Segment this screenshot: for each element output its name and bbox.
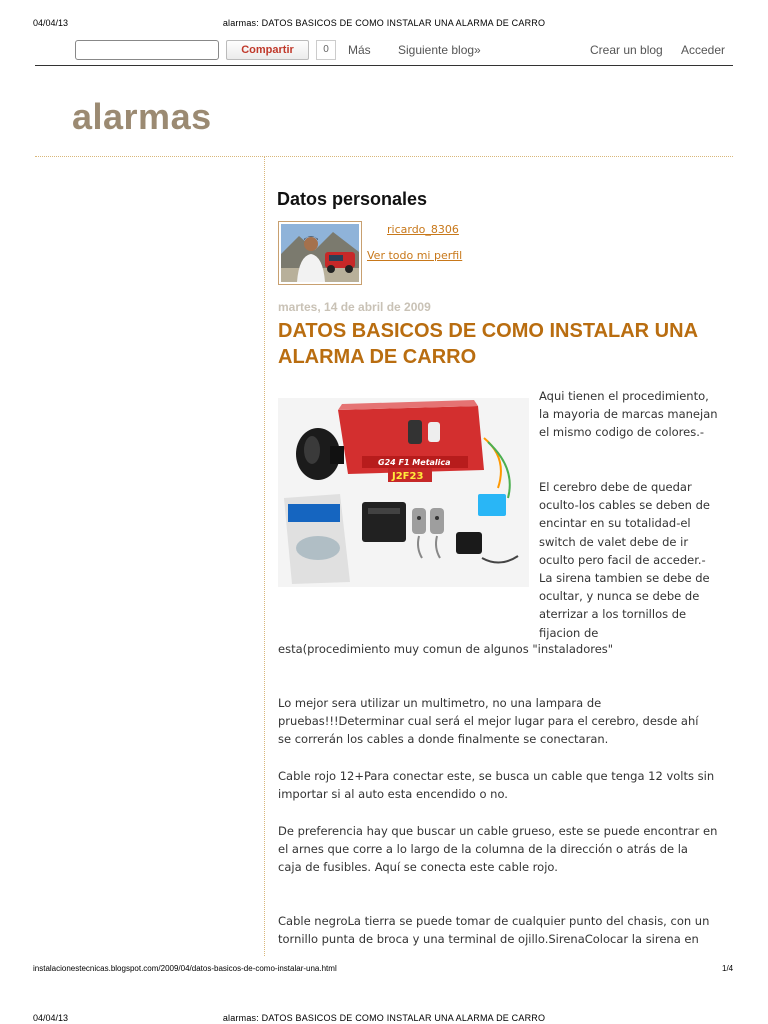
print-page-number: 1/4	[722, 964, 734, 973]
post-line	[539, 460, 724, 478]
profile-section-title: Datos personales	[277, 189, 428, 209]
print-date: 04/04/13	[33, 18, 69, 28]
profile-username-link[interactable]: ricardo_8306	[387, 223, 459, 236]
post-line: caja de fusibles. Aquí se conecta este cable rojo.	[278, 860, 558, 875]
box-badge-text: J2F23	[392, 471, 424, 482]
post-line: oculto-los cables se deben de	[539, 498, 711, 513]
post-line: encintar en su totalidad-el	[539, 516, 691, 531]
create-blog-link[interactable]: Crear un blog	[590, 43, 663, 57]
print-page-title: alarmas: DATOS BASICOS DE COMO INSTALAR UNA ALARMA DE CARRO	[222, 18, 546, 28]
post-line: De preferencia hay que buscar un cable grueso, este se puede encontrar en	[278, 824, 718, 838]
next-page-print-date: 04/04/13	[33, 1013, 69, 1023]
post-paragraph-multimeter	[278, 694, 728, 749]
sign-in-link[interactable]: Acceder	[681, 43, 726, 57]
print-url: instalacionestecnicas.blogspot.com/2009/04/datos-basicos-de-como-instalar-una.html	[33, 964, 337, 973]
post-line: el arnes que corre a lo largo de la columna de la dirección o atrás de la	[278, 842, 688, 857]
box-brand-text: G24 F1 Metalica	[378, 458, 451, 467]
post-image[interactable]	[278, 398, 529, 587]
post-line: tornillo punta de broca y una terminal de ojillo.SirenaColocar la sirena en	[278, 932, 699, 947]
post-line: se correrán los cables a donde finalmente se conectaran.	[278, 732, 609, 747]
post-line: el mismo codigo de colores.-	[539, 425, 705, 440]
post-line: switch de valet debe de ir	[539, 534, 689, 549]
post-paragraph-red-cable	[278, 767, 728, 803]
post-line: Cable rojo 12+Para conectar este, se busca un cable que tenga 12 volts sin	[278, 769, 715, 783]
post-line: La sirena tambien se debe de	[539, 571, 710, 586]
post-line: pruebas!!!Determinar cual será el mejor lugar para el cerebro, desde ahí	[278, 714, 699, 729]
navbar-divider	[35, 65, 733, 66]
post-line	[539, 442, 724, 460]
view-full-profile-link[interactable]: Ver todo mi perfil	[367, 249, 463, 262]
post-date: martes, 14 de abril de 2009	[278, 300, 431, 314]
share-button[interactable]: Compartir	[226, 40, 309, 60]
blogger-navbar	[0, 36, 768, 66]
post-line: Aqui tienen el procedimiento,	[539, 389, 709, 403]
next-page-print-title: alarmas: DATOS BASICOS DE COMO INSTALAR UNA ALARMA DE CARRO	[222, 1013, 546, 1023]
column-divider	[264, 156, 265, 956]
post-line: oculto pero facil de acceder.-	[539, 552, 706, 567]
post-line: aterrizar a los tornillos de	[539, 607, 687, 622]
next-blog-link[interactable]: Siguiente blog»	[398, 43, 481, 57]
post-line: fijacion de	[539, 625, 599, 640]
post-intro-text	[539, 387, 724, 642]
more-menu-link[interactable]: Más	[348, 43, 371, 57]
car-alarm-kit-photo	[278, 398, 529, 587]
post-line: Lo mejor sera utilizar un multimetro, no una lampara de	[278, 696, 602, 710]
post-line: importar si al auto esta encendido o no.	[278, 787, 508, 802]
post-line: ocultar, y nunca se debe de	[539, 589, 700, 604]
avatar[interactable]	[278, 221, 362, 285]
post-paragraph-ground-cable	[278, 912, 728, 948]
post-title[interactable]: DATOS BASICOS DE COMO INSTALAR UNA ALARMA DE CARRO	[278, 320, 698, 368]
post-line: la mayoria de marcas manejan	[539, 407, 718, 422]
post-paragraph-thick-cable	[278, 822, 728, 877]
navbar-search-input[interactable]	[75, 40, 219, 60]
blog-title[interactable]: alarmas	[72, 96, 212, 137]
share-count: 0	[316, 40, 336, 60]
header-divider	[35, 156, 733, 157]
avatar-photo	[281, 224, 359, 282]
post-line: Cable negroLa tierra se puede tomar de cualquier punto del chasis, con un	[278, 914, 710, 928]
post-wrap-line: esta(procedimiento muy comun de algunos "instaladores"	[278, 642, 614, 656]
post-line: El cerebro debe de quedar	[539, 480, 692, 495]
